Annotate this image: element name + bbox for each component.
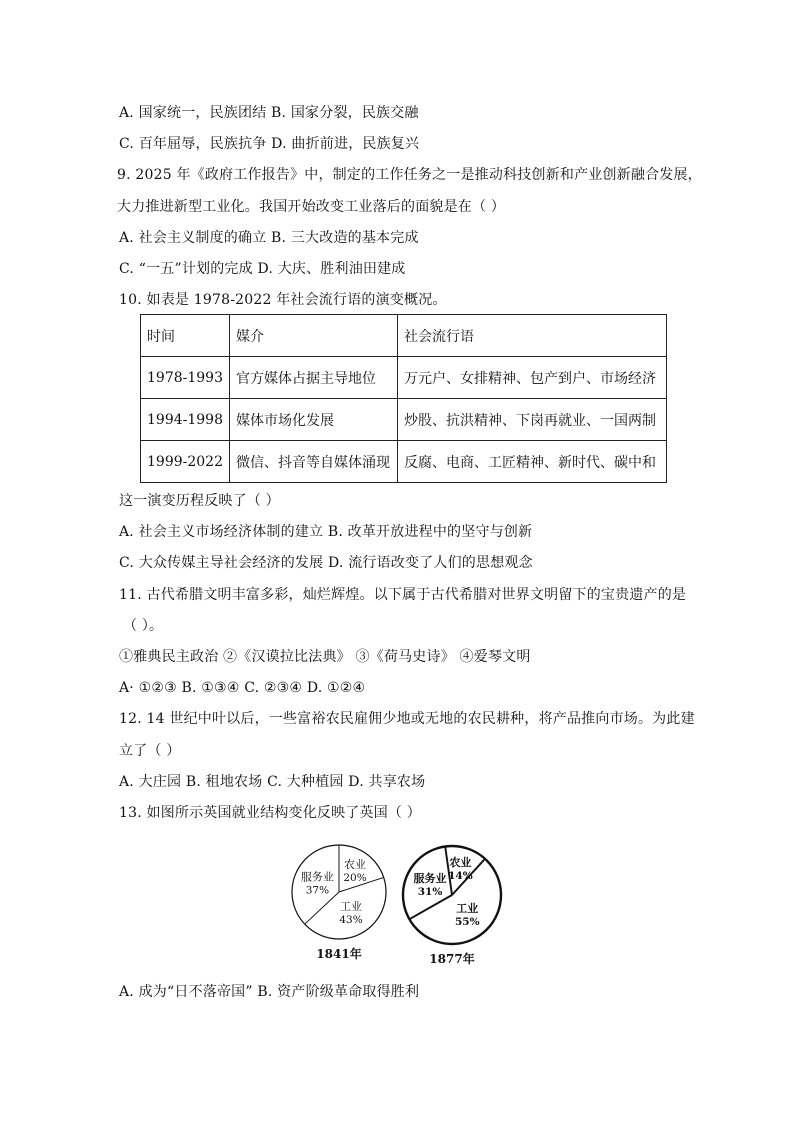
q11-items: ①雅典民主政治 ②《汉谟拉比法典》 ③《荷马史诗》 ④爱琴文明 [119, 649, 531, 665]
pie-slice-value-label: 43% [339, 914, 363, 927]
table-cell: 1978-1993 [141, 357, 230, 399]
popular-phrases-table [140, 314, 667, 483]
q11-options: A· ①②③ B. ①③④ C. ②③④ D. ①②④ [119, 680, 366, 696]
q13-options-line1: A. 成为“日不落帝国” B. 资产阶级革命取得胜利 [119, 984, 420, 1000]
pie-slice-value-label: 14% [448, 869, 473, 882]
q13-stem: 13. 如图所示英国就业结构变化反映了英国（ ） [119, 805, 421, 821]
q10-question: 这一演变历程反映了（ ） [119, 493, 280, 509]
pie-slice-value-label: 37% [305, 884, 330, 897]
employment-pie-charts [284, 835, 514, 965]
q8-options-line2: C. 百年屈辱，民族抗争 D. 曲折前进，民族复兴 [119, 136, 420, 152]
table-cell: 1999-2022 [141, 441, 230, 483]
q12-stem-line2: 立了（ ） [119, 743, 181, 759]
table-cell: 1994-1998 [141, 399, 230, 441]
q9-stem-line1: 9. 2025 年《政府工作报告》中，制定的工作任务之一是推动科技创新和产业创新融合发展， [117, 167, 702, 183]
pie-slice-category-label: 服务业 [300, 870, 334, 884]
table-cell: 官方媒体占据主导地位 [230, 357, 398, 399]
pie-slice-value-label: 31% [417, 886, 443, 899]
table-cell: 媒体市场化发展 [230, 399, 398, 441]
table-header-cell: 媒介 [230, 315, 398, 357]
table-row [141, 399, 667, 441]
pie-slice-category-label: 服务业 [413, 872, 447, 886]
table-header-cell: 时间 [141, 315, 230, 357]
pie-slice-category-label: 工业 [456, 902, 479, 916]
table-cell: 反腐、电商、工匠精神、新时代、碳中和 [398, 441, 667, 483]
q11-stem-line1: 11. 古代希腊文明丰富多彩，灿烂辉煌。以下属于古代希腊对世界文明留下的宝贵遗产的是 [119, 587, 687, 603]
pie-slice-category-label: 工业 [340, 900, 362, 914]
q11-stem-line2: （ ）。 [123, 618, 164, 634]
pie-slice-value-label: 55% [455, 916, 480, 929]
pie-chart-1877 [403, 846, 501, 965]
q9-stem-line2: 大力推进新型工业化。我国开始改变工业落后的面貌是在（ ） [117, 199, 506, 215]
table-row [141, 441, 667, 483]
pie-chart-1841 [292, 845, 386, 961]
pie-year-label: 1877年 [429, 952, 475, 965]
q9-options-line1: A. 社会主义制度的确立 B. 三大改造的基本完成 [119, 230, 419, 246]
q10-options-line2: C. 大众传媒主导社会经济的发展 D. 流行语改变了人们的思想观念 [119, 555, 533, 571]
table-header-cell: 社会流行语 [398, 315, 667, 357]
table-cell: 炒股、抗洪精神、下岗再就业、一国两制 [398, 399, 667, 441]
q12-stem-line1: 12. 14 世纪中叶以后，一些富裕农民雇佣少地或无地的农民耕种，将产品推向市场。为此建 [119, 711, 695, 727]
q12-options: A. 大庄园 B. 租地农场 C. 大种植园 D. 共享农场 [119, 774, 426, 790]
pie-slice-value-label: 20% [343, 871, 367, 884]
q9-options-line2: C. “一五”计划的完成 D. 大庆、胜利油田建成 [119, 261, 406, 277]
table-cell: 微信、抖音等自媒体涌现 [230, 441, 398, 483]
pie-year-label: 1841年 [316, 947, 362, 961]
pie-slice-category-label: 农业 [449, 855, 472, 869]
table-header-row [141, 315, 667, 357]
q10-options-line1: A. 社会主义市场经济体制的建立 B. 改革开放进程中的坚守与创新 [119, 524, 533, 540]
pie-slice-edge [305, 892, 339, 924]
table-cell: 万元户、女排精神、包产到户、市场经济 [398, 357, 667, 399]
q8-options-line1: A. 国家统一，民族团结 B. 国家分裂，民族交融 [119, 105, 419, 121]
table-row [141, 357, 667, 399]
pie-slice-edge [409, 895, 452, 919]
pie-slice-category-label: 农业 [344, 857, 366, 871]
q10-stem: 10. 如表是 1978-2022 年社会流行语的演变概况。 [119, 292, 447, 308]
